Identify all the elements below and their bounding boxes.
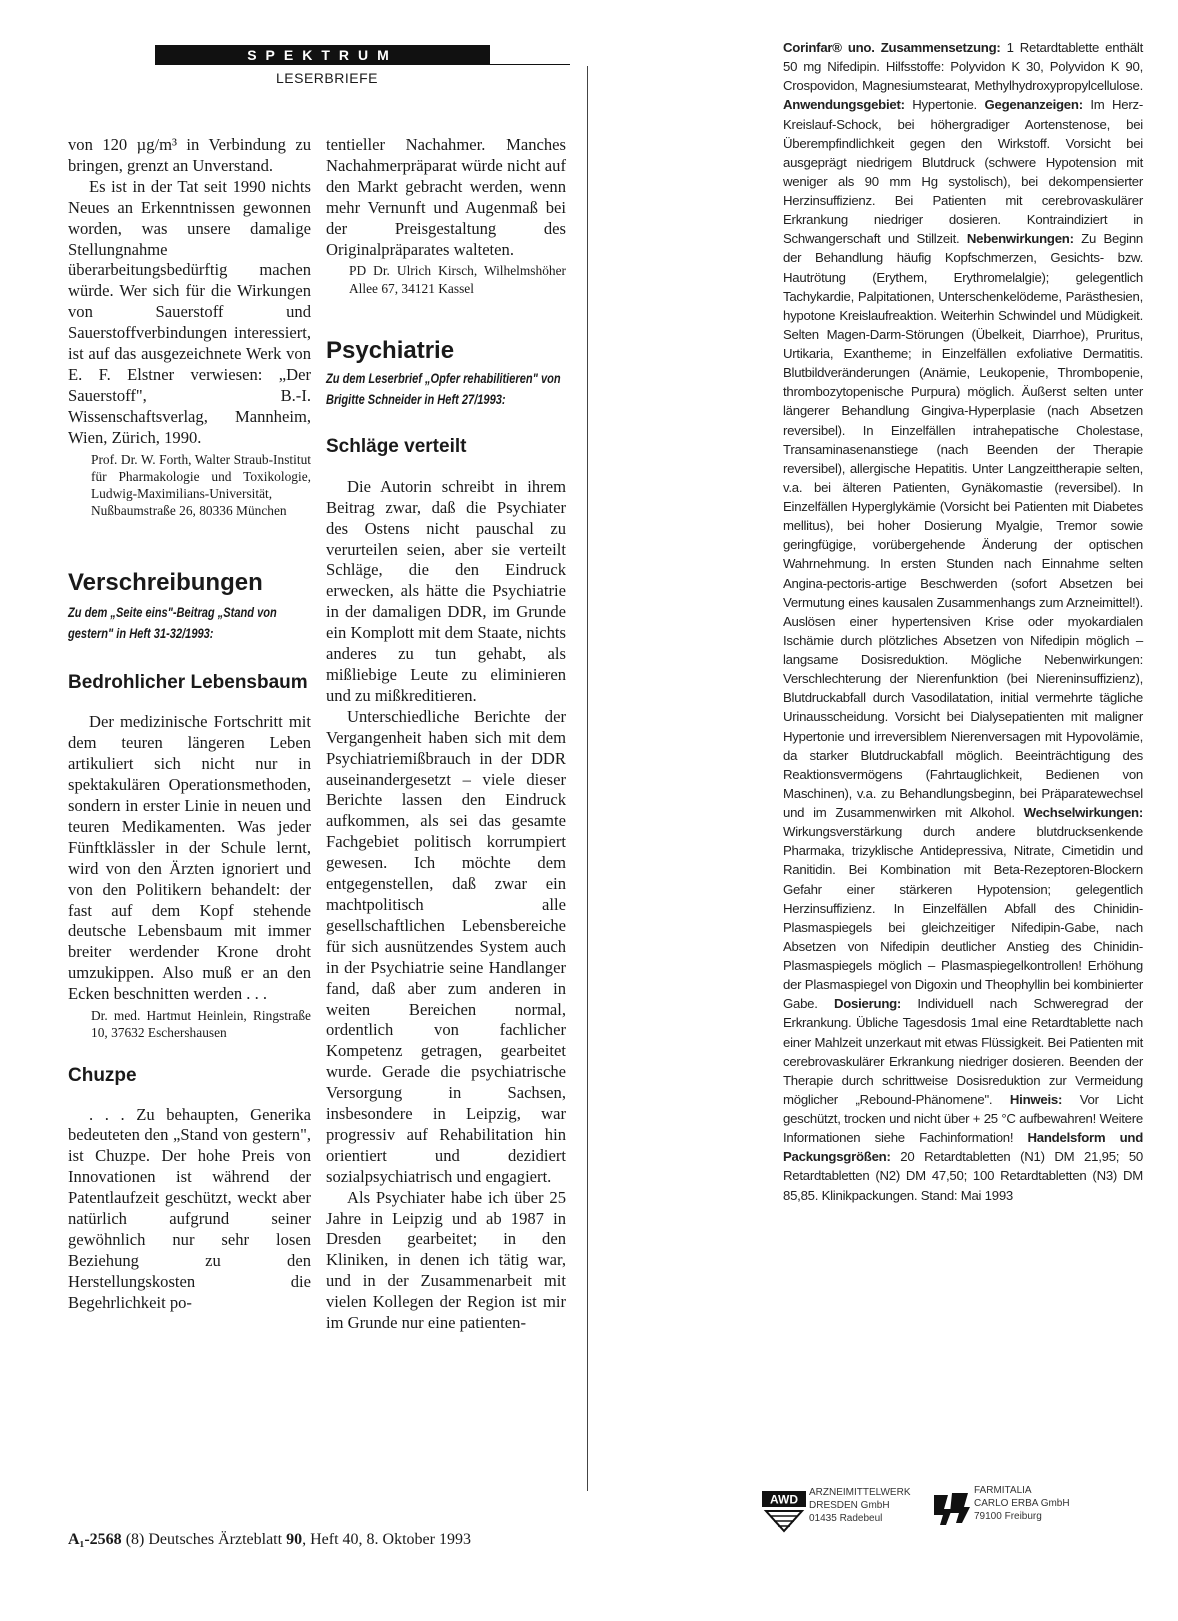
drug-info-text: Vor Licht geschützt, trocken und nicht über + 25 °C aufbewahren! Weitere Informationen siehe Fachinformation! [783, 1091, 1143, 1146]
drug-info-text: Wirkungsverstärkung durch andere blutdrucksenkende Pharmaka, trizyklische Antidepressiva, Nitrate, Cimetidin und Ranitidin. Bei Kombination mit Beta-Rezeptoren-Blockern Gefahr einer stärkeren Hypotension; gelegentlich Herzinsuffizienz. In Einzelfällen Abfall des Chinidin-Plasmaspiegels bei gleichzeitiger Nifedipin-Gabe, nach Absetzen von Nifedipin deutlicher Anstieg des Chinidin-Plasmaspiegels möglich – Plasmaspiegelkontrollen! Erhöhung der Plasmaspiegel von Digoxin und Theophyllin bei kombinierter Gabe. [783, 824, 1143, 1012]
awd-logo-mark: AWD [770, 1492, 798, 1507]
drug-information-text [783, 38, 1143, 1205]
drug-info-label: Nebenwirkungen: [966, 231, 1074, 247]
column-2 [326, 135, 566, 1334]
paragraph: Die Autorin schreibt in ihrem Beitrag zwar, daß die Psychiater des Ostens nicht pauschal zu verurteilen seien, aber sie verteilt Schläge, die den Eindruck erwecken, als hätte die Psychiatrie in der damaligen DDR, im Grunde ein Komplott mit dem Staate, nichts anderes zu tun gehabt, als mißliebige Leute zu eliminieren und zu mißkreditieren. [326, 476, 566, 705]
section-subtitle: Zu dem Leserbrief „Opfer rehabilitieren" von Brigitte Schneider in Heft 27/1993: [326, 370, 561, 408]
drug-info-text: 1 Retardtablette enthält 50 mg Nifedipin. Hilfsstoffe: Polyvidon K 30, Polyvidon K 90, Crospovidon, Magnesiumstearat, Methylhydroxypropylcellulose. [783, 40, 1143, 94]
paragraph: von 120 µg/m³ in Verbindung zu bringen, grenzt an Unverstand. [68, 135, 311, 175]
footer-issue: , Heft 40, 8. Oktober 1993 [302, 1531, 471, 1548]
farmitalia-address [974, 1484, 1070, 1523]
paragraph: Unterschiedliche Berichte der Vergangenheit haben sich mit dem Psychiatriemißbrauch in der DDR auseinandergesetzt – viele dieser Berichte lassen den Eindruck aufkommen, als sei das gesamte Fachgebiet politisch korrumpiert gewesen. Ich möchte dem entgegenstellen, daß zwar ein machtpolitisch alle gesellschaftlichen Lebensbereiche für sich ausnützendes System auch in der Psychiatrie seine Handlanger fand, daß aber zum anderen in weiten Bereichen normal, ordentlich von fachlicher Kompetenz getragen, gearbeitet wurde. Gerade die psychiatrische Versorgung in Sachsen, insbesondere in Leipzig, war progressiv auf Rehabilitation hin orientiert und dezidiert sozialpsychiatrisch und engagiert. [326, 706, 566, 1186]
farmitalia-logo [930, 1487, 972, 1527]
page-number: A₁-2568 [68, 1531, 122, 1548]
paragraph: . . . Zu behaupten, Generika bedeuteten den „Stand von gestern", ist Chuzpe. Der hohe Preis von Innovationen ist während der Patentlaufzeit geschützt, weckt aber natürlich aufgrund seiner gewöhnlich nur sehr losen Beziehung zu den Herstellungskosten die Begehrlichkeit po- [68, 1104, 311, 1312]
awd-logo [760, 1487, 810, 1537]
section-banner: SPEKTRUM [155, 45, 490, 65]
drug-info-label: Gegenanzeigen: [984, 97, 1083, 113]
section-title: Psychiatrie [326, 336, 455, 364]
header-rule [490, 64, 570, 65]
farmitalia-line: CARLO ERBA GmbH [974, 1498, 1070, 1509]
letter-signature: Dr. med. Hartmut Heinlein, Ringstraße 10, 37632 Eschershausen [91, 1008, 311, 1041]
drug-info-text: Im Herz-Kreislauf-Schock, bei höhergradiger Aortenstenose, bei Überempfindlichkeit gegen den Wirkstoff. Vorsicht bei ausgeprägt niedrigem Blutdruck (schwere Hypotension mit weniger als 90 mm Hg systolisch), bei dekompensierter Herzinsuffizienz. Bei Patienten mit cerebrovaskulärer Erkrankung niedriger dosieren. Kontraindiziert in Schwangerschaft und Stillzeit. [783, 97, 1143, 247]
paragraph: Als Psychiater habe ich über 25 Jahre in Leipzig und ab 1987 in Dresden gearbeitet; in den Kliniken, in denen ich tätig war, und in der Zusammenarbeit mit vielen Kollegen der Region ist mir im Grunde nur eine patienten- [326, 1187, 566, 1333]
drug-info-label: Corinfar® uno. Zusammensetzung: [783, 40, 1001, 55]
column-1 [68, 135, 311, 1314]
awd-line: ARZNEIMITTELWERK [809, 1487, 911, 1498]
letter-signature: PD Dr. Ulrich Kirsch, Wilhelmshöher Allee 67, 34121 Kassel [349, 263, 566, 296]
awd-address [809, 1486, 910, 1525]
column-divider [587, 66, 588, 1491]
subsection-label: LESERBRIEFE [276, 70, 378, 86]
drug-info-text: Hypertonie. [904, 97, 985, 113]
paragraph: Der medizinische Fortschritt mit dem teuren längeren Leben artikuliert sich nicht nur in spektakulären Operationsmethoden, sondern in erster Linie in neuen und teuren Medikamenten. Was jeder Fünftklässler in der Schule lernt, wird von den Ärzten ignoriert und von den Politikern behandelt: der fast auf dem Kopf stehende deutsche Lebensbaum mit immer breiter werdender Krone droht umzukippen. Also muß er an den Ecken beschnitten werden . . . [68, 712, 311, 1004]
drug-info-text: Zu Beginn der Behandlung häufig Kopfschmerzen, Gesichts- bzw. Hautrötung (Erythem, Erythromelalgie); gelegentlich Tachykardie, Palpitationen, Unterschenkelödeme, Parästhesien, hypotone Kreislaufreaktion. Weiterhin Schwindel und Müdigkeit. Selten Magen-Darm-Störungen (Übelkeit, Diarrhoe), Pruritus, Urtikaria, Exantheme; in Einzelfällen exfoliative Dermatitis. Blutbildveränderungen (Anämie, Leukopenie, Thrombopenie, thrombozytopenische Purpura) möglich. Äußerst selten unter längerer Behandlung Gingiva-Hyperplasie (nach Absetzen reversibel). In Einzelfällen intrahepatische Cholestase, Transaminasenanstiege (nach Beenden der Therapie reversibel), allergische Hepatitis. Unter Langzeittherapie selten, v.a. bei älteren Patienten, Gynäkomastie (reversibel). In Einzelfällen Hyperglykämie (Vorsicht bei Patienten mit Diabetes mellitus), bei hoher Dosierung Myalgie, Tremor sowie geringfügige, vorübergehende Änderung der optischen Wahrnehmung. In ersten Stunden nach Einnahme selten Angina-pectoris-artige Beschwerden (sofort Absetzen bei Vermutung eines kausalen Zusammenhangs zum Arzneimittel!). Auslösen einer hypertensiven Krise oder myokardialen Ischämie durch plötzliches Absetzen von Nifedipin möglich – langsame Dosisreduktion. Mögliche Nebenwirkungen: Verschlechterung der Nierenfunktion (bei Niereninsuffizienz), Blutdruckabfall durch Vasodilatation, initial vermehrte tägliche Urinausscheidung. Vorsicht bei Dialysepatienten mit maligner Hypertonie und irreversiblem Nierenversagen mit Hypovolämie, da starker Blutdruckabfall möglich. Beeinträchtigung des Reaktionsvermögens (Fahrtauglichkeit, Bedienen von Maschinen), v.a. zu Behandlungsbeginn, bei Präparatewechsel und im Zusammenwirken mit Alkohol. [783, 231, 1144, 820]
drug-info-label: Anwendungsgebiet: [783, 97, 905, 113]
page-footer [68, 1531, 471, 1549]
drug-info-label: Hinweis: [1009, 1091, 1063, 1107]
drug-information-column [783, 38, 1143, 1205]
letter-title: Chuzpe [68, 1064, 137, 1086]
drug-info-label: Dosierung: [833, 996, 902, 1012]
drug-info-text: Individuell nach Schweregrad der Erkrankung. Übliche Tagesdosis 1mal eine Retardtablette nach einer Mahlzeit unzerkaut mit etwas Flüssigkeit. Bei Patienten mit cerebrovaskulärer Erkrankung niedriger dosieren. Beenden der Therapie durch schrittweise Dosisreduktion zur Vermeidung möglicher „Rebound-Phänomene". [783, 996, 1143, 1107]
drug-info-label: Wechselwirkungen: [1023, 805, 1143, 820]
letter-title: Bedrohlicher Lebensbaum [68, 672, 308, 694]
drug-info-text: 20 Retardtabletten (N1) DM 21,95; 50 Retardtabletten (N2) DM 47,50; 100 Retardtabletten (N3) DM 85,85. Klinikpackungen. Stand: Mai 1993 [783, 1149, 1143, 1203]
farmitalia-line: FARMITALIA [974, 1485, 1032, 1496]
paragraph: Es ist in der Tat seit 1990 nichts Neues an Erkenntnissen gewonnen worden, was unsere damalige Stellungnahme überarbeitungsbedürftig machen würde. Wer sich für die Wirkungen von Sauerstoff und Sauerstoffverbindungen interessiert, ist auf das ausgezeichnete Werk von E. F. Elstner verwiesen: „Der Sauerstoff", B.-I. Wissenschaftsverlag, Mannheim, Wien, Zürich, 1990. [68, 176, 311, 447]
awd-line: 01435 Radebeul [809, 1513, 883, 1524]
awd-line: DRESDEN GmbH [809, 1500, 890, 1511]
farmitalia-line: 79100 Freiburg [974, 1511, 1042, 1522]
section-subtitle: Zu dem „Seite eins"-Beitrag „Stand von gestern" in Heft 31-32/1993: [68, 605, 277, 643]
paragraph: tentieller Nachahmer. Manches Nachahmerpräparat würde nicht auf den Markt gebracht werden, wenn mehr Vernunft und Augenmaß bei der Preisgestaltung des Originalpräparates walteten. [326, 135, 566, 259]
drug-info-label: Handelsform und Packungsgrößen: [783, 1130, 1143, 1165]
footer-volume: 90 [286, 1531, 303, 1548]
letter-title: Schläge verteilt [326, 435, 467, 457]
section-title: Verschreibungen [68, 569, 263, 597]
footer-journal: (8) Deutsches Ärzteblatt [125, 1531, 283, 1548]
letter-signature: Prof. Dr. W. Forth, Walter Straub-Institut für Pharmakologie und Toxikologie, Ludwig-Maximilians-Universität, Nußbaumstraße 26, 80336 München [91, 451, 311, 519]
